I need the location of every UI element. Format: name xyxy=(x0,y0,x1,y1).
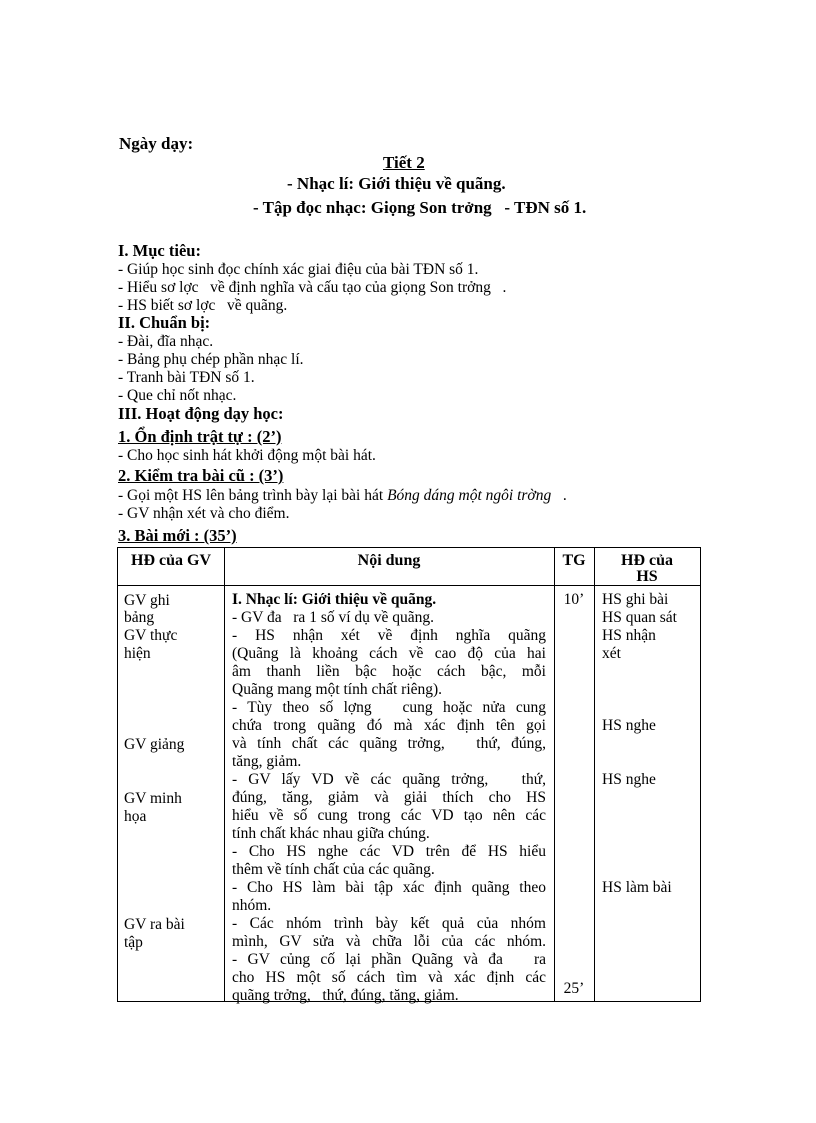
header-hs-activity-line1: HĐ của xyxy=(621,552,673,569)
content-line: cho HS một số cách tìm và xác định các xyxy=(232,969,546,986)
content-line: hiểu về số cung trong các VD tạo nên các xyxy=(232,807,546,824)
content-line: Quãng mang một tính chất riêng). xyxy=(232,681,443,698)
song-title: Bóng dáng một ngôi trờng xyxy=(387,487,552,504)
content-line: và tính chất các quãng trởng, thứ, đúng, xyxy=(232,735,546,752)
content-line: tính chất khác nhau giữa chúng. xyxy=(232,825,430,842)
gv-activity: bảng xyxy=(124,609,155,626)
subtitle-2: - Tập đọc nhạc: Giọng Son trởng - TĐN số 1. xyxy=(253,198,587,217)
content-line: mình, GV sửa và chữa lỗi của các nhóm. xyxy=(232,933,546,950)
content-line: - Cho HS nghe các VD trên để HS hiểu xyxy=(232,843,546,860)
list-item-suffix: . xyxy=(551,487,567,504)
content-line: - Các nhóm trình bày kết quả của nhóm xyxy=(232,915,546,932)
content-line: (Quãng là khoảng cách về cao độ của hai xyxy=(232,645,546,662)
gv-activity: GV minh xyxy=(124,790,182,807)
hs-activity: HS làm bài xyxy=(602,879,672,896)
step-3-heading: 3. Bài mới : (35’) xyxy=(118,526,237,545)
section-preparation-heading: II. Chuẩn bị: xyxy=(118,313,211,332)
header-hs-activity-line2: HS xyxy=(636,568,658,585)
column-divider xyxy=(594,548,595,1001)
content-line: - GV lấy VD về các quãng trởng, thứ, xyxy=(232,771,546,788)
gv-activity: GV thực xyxy=(124,627,178,644)
gv-activity: GV giảng xyxy=(124,736,185,753)
content-line: quãng trởng, thứ, đúng, tăng, giảm. xyxy=(232,987,459,1004)
content-line: đúng, tăng, giảm và giải thích cho HS xyxy=(232,789,546,806)
lesson-title: Tiết 2 xyxy=(383,153,425,172)
list-item: - Cho học sinh hát khởi động một bài hát. xyxy=(118,447,376,464)
content-line: - GV đa ra 1 số ví dụ về quãng. xyxy=(232,609,435,626)
content-line: thêm về tính chất của các quãng. xyxy=(232,861,435,878)
gv-activity: GV ghi xyxy=(124,592,170,609)
hs-activity: HS ghi bài xyxy=(602,591,669,608)
hs-activity: HS nhận xyxy=(602,627,656,644)
list-item: - GV nhận xét và cho điểm. xyxy=(118,505,290,522)
content-line: - Cho HS làm bài tập xác định quãng theo xyxy=(232,879,546,896)
step-2-heading: 2. Kiểm tra bài cũ : (3’) xyxy=(118,466,284,485)
content-line: nhóm. xyxy=(232,897,272,914)
section-activities-heading: III. Hoạt động dạy học: xyxy=(118,404,284,423)
gv-activity: hiện xyxy=(124,645,151,662)
list-item: - Đài, đĩa nhạc. xyxy=(118,333,214,350)
column-divider xyxy=(224,548,225,1001)
gv-activity: GV ra bài xyxy=(124,916,185,933)
time-value: 25’ xyxy=(563,980,585,997)
content-title: I. Nhạc lí: Giới thiệu về quãng. xyxy=(232,591,437,608)
content-cell xyxy=(232,591,546,1005)
list-item: - Hiểu sơ lợc về định nghĩa và cấu tạo của giọng Son trởng . xyxy=(118,279,507,296)
gv-activity: họa xyxy=(124,808,147,825)
section-objectives-heading: I. Mục tiêu: xyxy=(118,241,201,260)
list-item-text: - Gọi một HS lên bảng trình bày lại bài hát xyxy=(118,487,388,504)
hs-activity: xét xyxy=(602,645,621,662)
header-content: Nội dung xyxy=(357,552,421,569)
content-line: - HS nhận xét về định nghĩa quãng xyxy=(232,627,546,644)
date-label: Ngày dạy: xyxy=(119,134,194,153)
header-time: TG xyxy=(562,552,586,569)
content-line: - GV củng cố lại phần Quãng và đa ra xyxy=(232,951,546,968)
list-item: - Que chỉ nốt nhạc. xyxy=(118,387,237,404)
list-item: - Giúp học sinh đọc chính xác giai điệu của bài TĐN số 1. xyxy=(118,261,479,278)
content-line: - Tùy theo số lợng cung hoặc nửa cung xyxy=(232,699,546,716)
subtitle-1: - Nhạc lí: Giới thiệu về quãng. xyxy=(287,174,506,193)
list-item: - Tranh bài TĐN số 1. xyxy=(118,369,255,386)
column-divider xyxy=(554,548,555,1001)
lesson-activity-table xyxy=(117,547,701,1002)
list-item: - HS biết sơ lợc về quãng. xyxy=(118,297,288,314)
gv-activity: tập xyxy=(124,934,143,951)
step-1-heading: 1. Ổn định trật tự : (2’) xyxy=(118,427,282,446)
content-line: tăng, giảm. xyxy=(232,753,302,770)
hs-activity: HS nghe xyxy=(602,717,656,734)
list-item: - Bảng phụ chép phần nhạc lí. xyxy=(118,351,304,368)
header-gv-activity: HĐ của GV xyxy=(131,552,211,569)
content-line: chứa trong quãng đó mà xác định tên gọi xyxy=(232,717,546,734)
list-item xyxy=(118,487,567,504)
hs-activity: HS nghe xyxy=(602,771,656,788)
hs-activity: HS quan sát xyxy=(602,609,677,626)
content-line: âm thanh liền bậc hoặc cách bậc, mỗi xyxy=(232,663,546,680)
time-value: 10’ xyxy=(563,591,585,608)
